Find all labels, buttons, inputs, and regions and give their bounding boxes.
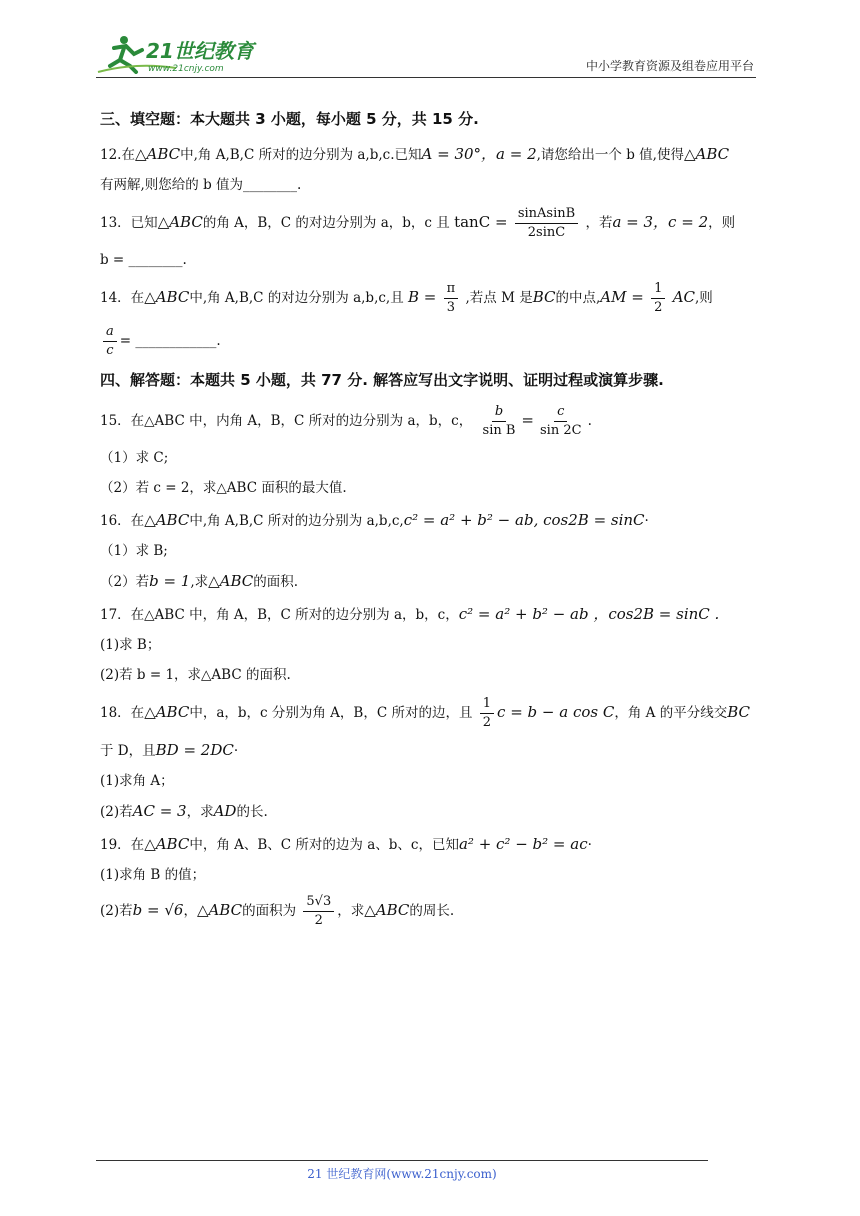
question-18-part-1: (1)求角 A； [100,773,174,789]
question-17-part-1: (1)求 B； [100,637,161,653]
question-17-line-1: 17．在△ABC 中，角 A，B，C 所对的边分别为 a，b，c，c² = a² + b² − ab ，cos2B = sinC . [100,605,720,623]
question-18-line-2: 于 D，且BD = 2DC· [100,741,239,759]
question-14-line-2: $\frac{a}{c}$ = ____________. [100,324,760,359]
question-18-line-1: 18．在△ABC中，a，b，c 分别为角 A，B，C 所对的边，且 $\frac{1}{2}$ c = b − a cos C，角 A 的平分线交BC [100,696,750,730]
question-15-line-1: 15．在△ABC 中，内角 A，B，C 所对的边分别为 a，b，c， $\frac{b}{\text{sin B}}$ = $\frac{c}{\sin 2C}$ . [100,404,592,438]
question-16-line-1: 16．在△ABC中,角 A,B,C 所对的边分别为 a,b,c,c² = a² + b² − ab, cos2B = sinC· [100,511,649,529]
question-13-line-1: 13．已知△ABC的角 A，B，C 的对边分别为 a，b，c 且 tanC = $\frac{\text{sinAsinB}}{2\sin C}$ ，若a = 3，c = 2，则 [100,206,736,240]
section-title-answers: 四、解答题：本题共 5 小题，共 77 分. 解答应写出文字说明、证明过程或演算步骤. [100,371,664,389]
fraction-c-over-sin2C: $\frac{c}{\sin 2C}$ [540,404,582,438]
fraction-5root3-over-2: $\frac{5√3}{2}$ [303,894,334,929]
question-12-line-1: 12.在△ABC中,角 A,B,C 所对的边分别为 a,b,c.已知A = 30°，a = 2,请您给出一个 b 值,使得△ABC [100,145,730,163]
site-logo [96,32,266,74]
question-17-part-2: (2)若 b = 1，求△ABC 的面积. [100,667,291,683]
question-14-line-1: 14．在△ABC中,角 A,B,C 的对边分别为 a,b,c,且 B = $\frac{\pi}{3}$ ,若点 M 是BC的中点,AM = $\frac{1}{2}$ AC,则 [100,281,713,315]
question-19-line-1: 19．在△ABC中，角 A、B、C 所对的边为 a、b、c，已知a² + c² − b² = ac· [100,835,592,853]
question-13-line-2: b = ________. [100,252,187,268]
question-16-part-1: （1）求 B; [100,543,168,559]
svg-text:www.21cnjy.com: www.21cnjy.com [148,64,224,74]
header-platform-text: 中小学教育资源及组卷应用平台 [585,59,754,73]
question-19-part-2: (2)若b = √6，△ABC的面积为 $\frac{5√3}{2}$ ，求△ABC的周长. [100,894,455,928]
page-header [96,30,756,78]
question-19-part-1: (1)求角 B 的值； [100,867,206,883]
fraction-sinAsinB-over-2sinC: $\frac{\text{sinAsinB}}{2\sin C}$ [515,206,578,241]
question-16-part-2: （2）若b = 1,求△ABC的面积. [100,572,299,590]
question-18-part-2: (2)若AC = 3，求AD的长. [100,802,268,820]
question-15-part-1: （1）求 C; [100,450,169,466]
page-footer[interactable]: 21 世纪教育网(www.21cnjy.com) [96,1160,708,1182]
fraction-one-half-18: $\frac{1}{2}$ [480,696,494,731]
question-12-line-2: 有两解,则您给的 b 值为________. [100,177,302,193]
fraction-one-half: $\frac{1}{2}$ [651,281,665,316]
svg-text:21世纪教育: 21世纪教育 [146,39,254,63]
fraction-b-over-sinB: $\frac{b}{\text{sin B}}$ [482,404,516,438]
fraction-a-over-c: $\frac{a}{c}$ [103,324,117,359]
fraction-pi-over-3: $\frac{\pi}{3}$ [444,281,459,316]
document-body [100,108,760,939]
question-15-part-2: （2）若 c = 2，求△ABC 面积的最大值. [100,480,347,496]
section-title-fill-in: 三、填空题：本大题共 3 小题，每小题 5 分，共 15 分. [100,110,479,128]
